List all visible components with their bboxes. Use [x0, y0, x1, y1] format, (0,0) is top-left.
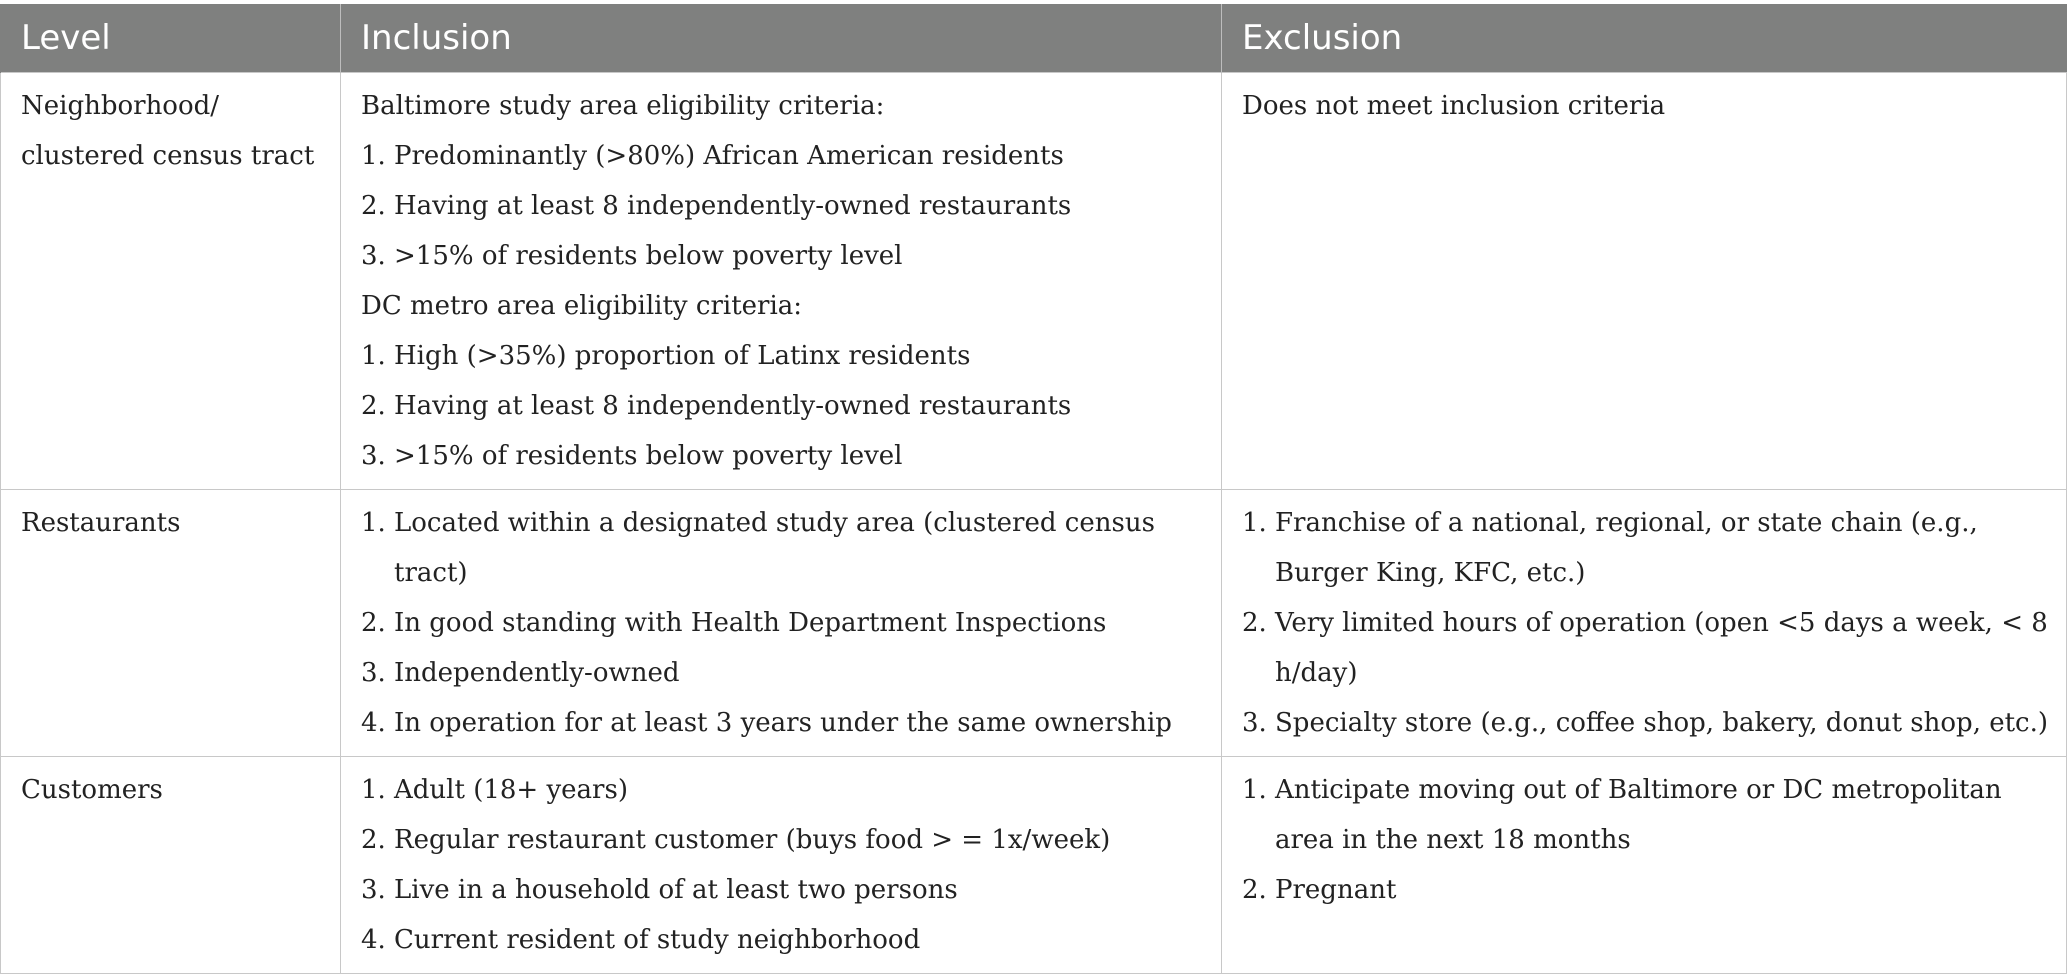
- list-item: [361, 598, 1205, 648]
- table-row: [1, 489, 2067, 756]
- item-text: Franchise of a national, regional, or state chain (e.g., Burger King, KFC, etc.): [1275, 507, 1978, 588]
- exclusion-cell: [1222, 489, 2067, 756]
- list-item: [361, 498, 1205, 598]
- item-number: 2.: [361, 190, 386, 221]
- item-number: 3.: [1242, 707, 1267, 738]
- exclusion-cell: [1222, 756, 2067, 973]
- inclusion-cell: [341, 756, 1222, 973]
- list-item: [1242, 765, 2050, 865]
- header-row: [1, 4, 2067, 72]
- item-text: >15% of residents below poverty level: [394, 440, 903, 471]
- item-number: 3.: [361, 240, 386, 271]
- item-number: 4.: [361, 707, 386, 738]
- header-level: Level: [1, 4, 341, 72]
- level-cell: [1, 72, 341, 489]
- item-text: Very limited hours of operation (open <5 days a week, < 8 h/day): [1275, 607, 2048, 688]
- item-text: Independently-owned: [394, 657, 680, 688]
- list-item: [361, 698, 1205, 748]
- header-inclusion: Inclusion: [341, 4, 1222, 72]
- item-text: In operation for at least 3 years under the same ownership: [394, 707, 1172, 738]
- item-text: Current resident of study neighborhood: [394, 924, 921, 955]
- item-number: 2.: [1242, 607, 1267, 638]
- item-text: In good standing with Health Department Inspections: [394, 607, 1107, 638]
- list-item: [361, 181, 1205, 231]
- list-item: [361, 915, 1205, 965]
- list-item: [361, 231, 1205, 281]
- list-item: [361, 815, 1205, 865]
- item-text: Specialty store (e.g., coffee shop, bakery, donut shop, etc.): [1275, 707, 2049, 738]
- exclusion-cell: [1222, 72, 2067, 489]
- level-cell: [1, 756, 341, 973]
- item-number: 4.: [361, 924, 386, 955]
- list-item: [1242, 865, 2050, 915]
- inclusion-cell: [341, 489, 1222, 756]
- item-number: 3.: [361, 657, 386, 688]
- item-text: High (>35%) proportion of Latinx residents: [394, 340, 971, 371]
- list-item: [361, 381, 1205, 431]
- level-label: Restaurants: [21, 507, 181, 538]
- item-number: 2.: [361, 824, 386, 855]
- item-text: Anticipate moving out of Baltimore or DC metropolitan area in the next 18 months: [1275, 774, 2002, 855]
- table-row: [1, 756, 2067, 973]
- list-heading: Baltimore study area eligibility criteria:: [361, 90, 885, 121]
- item-number: 3.: [361, 440, 386, 471]
- list-item: [361, 431, 1205, 481]
- item-number: 1.: [1242, 507, 1267, 538]
- inclusion-cell: [341, 72, 1222, 489]
- header-exclusion: Exclusion: [1222, 4, 2067, 72]
- exclusion-text: Does not meet inclusion criteria: [1242, 90, 1666, 121]
- item-number: 1.: [361, 774, 386, 805]
- item-text: Adult (18+ years): [394, 774, 628, 805]
- list-item: [1242, 598, 2050, 698]
- item-number: 2.: [1242, 874, 1267, 905]
- item-text: >15% of residents below poverty level: [394, 240, 903, 271]
- list-item: [361, 331, 1205, 381]
- item-number: 1.: [361, 340, 386, 371]
- list-item: [361, 765, 1205, 815]
- item-number: 2.: [361, 607, 386, 638]
- list-item: [1242, 498, 2050, 598]
- item-number: 1.: [361, 140, 386, 171]
- criteria-table: [0, 4, 2067, 974]
- item-number: 3.: [361, 874, 386, 905]
- list-item: [1242, 698, 2050, 748]
- table-row: [1, 72, 2067, 489]
- level-cell: [1, 489, 341, 756]
- item-text: Having at least 8 independently-owned restaurants: [394, 190, 1072, 221]
- item-text: Having at least 8 independently-owned restaurants: [394, 390, 1072, 421]
- item-text: Regular restaurant customer (buys food > = 1x/week): [394, 824, 1111, 855]
- item-text: Pregnant: [1275, 874, 1397, 905]
- level-label: Neighborhood/ clustered census tract: [21, 90, 315, 171]
- list-heading: DC metro area eligibility criteria:: [361, 290, 803, 321]
- item-text: Live in a household of at least two persons: [394, 874, 958, 905]
- item-number: 1.: [1242, 774, 1267, 805]
- list-item: [361, 865, 1205, 915]
- item-number: 1.: [361, 507, 386, 538]
- item-text: Located within a designated study area (clustered census tract): [394, 507, 1155, 588]
- item-text: Predominantly (>80%) African American residents: [394, 140, 1064, 171]
- list-item: [361, 648, 1205, 698]
- list-item: [361, 131, 1205, 181]
- level-label: Customers: [21, 774, 163, 805]
- item-number: 2.: [361, 390, 386, 421]
